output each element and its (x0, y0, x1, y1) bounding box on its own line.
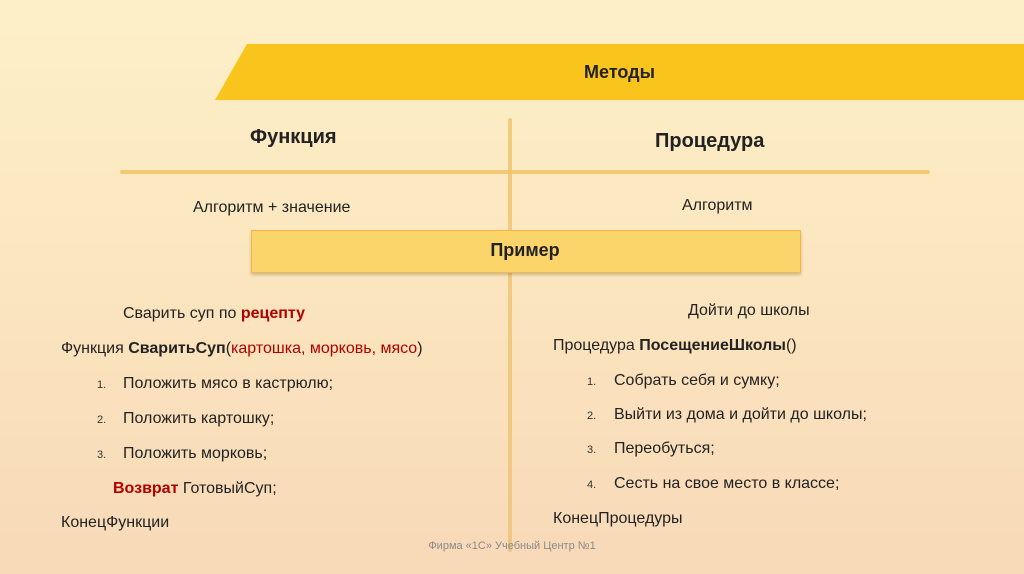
procedure-step-number: 1. (587, 376, 597, 388)
function-step-number: 3. (97, 449, 107, 461)
procedure-subtitle: Алгоритм (682, 197, 753, 214)
procedure-heading: Процедура (655, 130, 765, 152)
example-label: Пример (490, 240, 560, 260)
function-step: Положить морковь; (123, 445, 268, 462)
function-step: Положить картошку; (123, 410, 275, 427)
function-close-paren: ) (417, 340, 423, 357)
function-name: СваритьСуп (128, 340, 226, 357)
procedure-name: ПосещениеШколы (639, 337, 786, 354)
horizontal-divider (120, 170, 930, 174)
procedure-step-number: 4. (587, 479, 597, 491)
function-task-text: Сварить суп по (123, 305, 241, 322)
function-heading: Функция (250, 126, 337, 148)
function-return (113, 480, 277, 498)
return-keyword: Возврат (113, 480, 179, 497)
function-step-number: 2. (97, 414, 107, 426)
procedure-task: Дойти до школы (688, 302, 810, 319)
return-value: ГотовыйСуп; (178, 480, 277, 497)
function-args: картошка, морковь, мясо (231, 340, 418, 357)
procedure-step: Собрать себя и сумку; (614, 372, 780, 389)
procedure-step-number: 3. (587, 444, 597, 456)
vertical-divider (508, 118, 512, 552)
slide-title: Методы (584, 61, 655, 82)
procedure-end: КонецПроцедуры (553, 510, 683, 527)
procedure-step: Выйти из дома и дойти до школы; (614, 406, 867, 423)
footer-text: Фирма «1С» Учебный Центр №1 (428, 540, 596, 552)
function-subtitle: Алгоритм + значение (193, 199, 351, 216)
function-open-paren: ( (225, 340, 232, 357)
function-task (123, 305, 305, 323)
procedure-step-number: 2. (587, 410, 597, 422)
procedure-signature (553, 337, 797, 355)
function-step: Положить мясо в кастрюлю; (123, 375, 334, 392)
function-keyword: Функция (61, 340, 129, 357)
procedure-keyword: Процедура (553, 337, 640, 354)
procedure-step: Переобуться; (614, 440, 715, 457)
procedure-parens: () (785, 337, 797, 354)
function-task-highlight: рецепту (240, 305, 306, 322)
function-signature (61, 340, 423, 358)
procedure-step: Сесть на свое место в классе; (614, 475, 840, 492)
function-step-number: 1. (97, 379, 107, 391)
function-end: КонецФункции (61, 514, 170, 531)
